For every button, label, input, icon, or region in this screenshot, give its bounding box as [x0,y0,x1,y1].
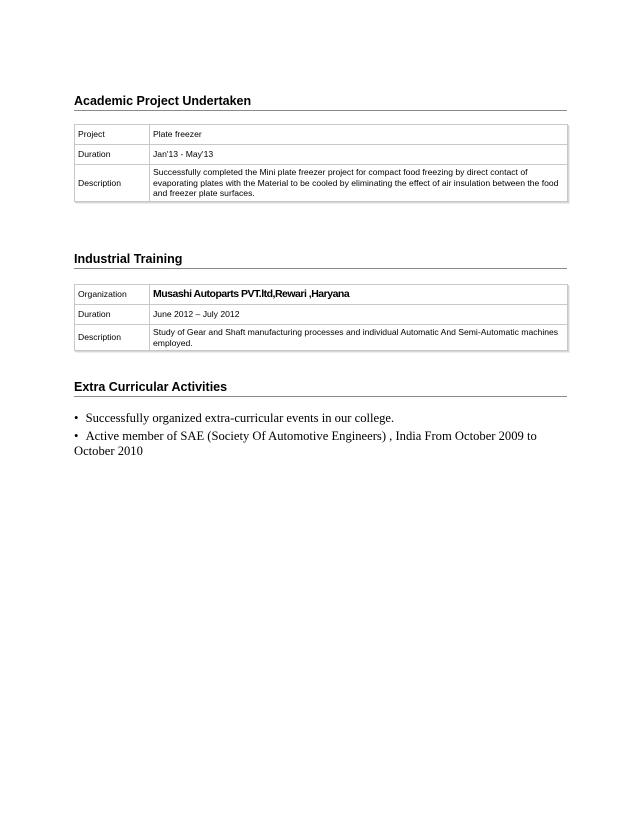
row-label: Duration [75,305,150,325]
row-label: Description [75,325,150,351]
academic-project-table-wrap [74,124,567,202]
bullet-icon: • [74,411,79,425]
row-value [150,285,568,305]
table-row [75,145,568,165]
academic-project-table [74,124,568,202]
table-row [75,125,568,145]
row-value: Jan'13 - May'13 [150,145,568,165]
table-row [75,165,568,202]
industrial-training-heading: Industrial Training [74,252,567,269]
row-label: Description [75,165,150,202]
industrial-training-table-wrap [74,284,567,351]
extra-curricular-list [74,411,554,459]
row-value: Successfully completed the Mini plate freezer project for compact food freezing by direct contact of evaporating plates with the Material to be cooled by eliminating the effect of air insulation between the food and freezer plate surfaces. [150,165,568,202]
academic-project-heading: Academic Project Undertaken [74,94,567,111]
list-item [74,411,554,426]
table-row [75,305,568,325]
organization-name: Musashi Autoparts PVT.ltd,Rewari ,Haryana [153,288,350,301]
row-value: June 2012 – July 2012 [150,305,568,325]
row-value: Study of Gear and Shaft manufacturing processes and individual Automatic And Semi-Automatic machines employed. [150,325,568,351]
list-item-text: Successfully organized extra-curricular events in our college. [85,411,395,425]
list-item [74,429,554,459]
table-row [75,285,568,305]
extra-curricular-section [74,380,567,397]
row-label: Project [75,125,150,145]
row-value: Plate freezer [150,125,568,145]
academic-project-section [74,94,567,111]
industrial-training-section [74,252,567,269]
row-label: Organization [75,285,150,305]
industrial-training-table [74,284,568,351]
row-label: Duration [75,145,150,165]
bullet-icon: • [74,429,79,443]
table-row [75,325,568,351]
list-item-text: Active member of SAE (Society Of Automotive Engineers) , India From October 2009 to October 2010 [74,429,537,458]
extra-curricular-heading: Extra Curricular Activities [74,380,567,397]
